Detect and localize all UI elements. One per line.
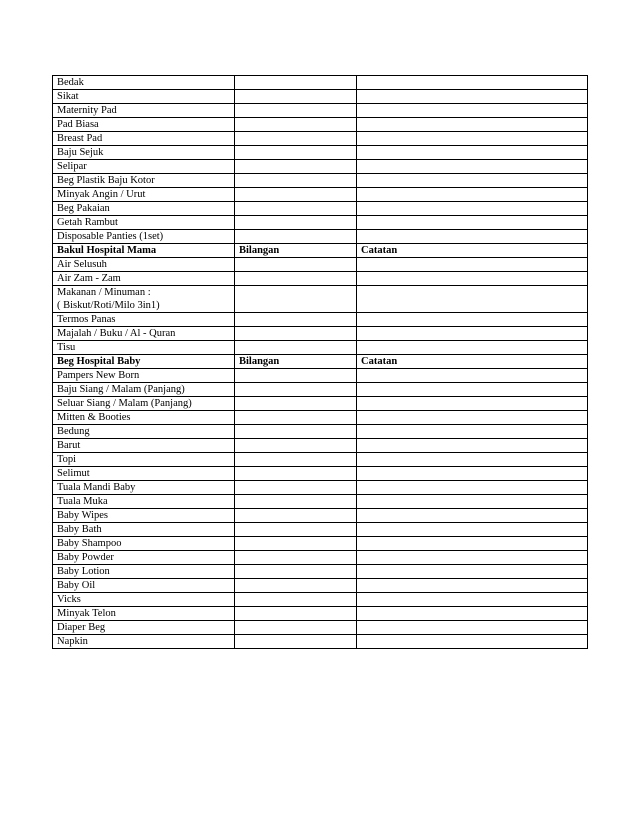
table-row [53, 146, 588, 160]
notes-cell [357, 313, 588, 327]
section-header-row [53, 355, 588, 369]
quantity-cell [235, 467, 357, 481]
item-cell: Pad Biasa [53, 118, 235, 132]
quantity-cell [235, 216, 357, 230]
table-row [53, 565, 588, 579]
item-cell: Tisu [53, 341, 235, 355]
table-row [53, 188, 588, 202]
table-row [53, 202, 588, 216]
table-row [53, 579, 588, 593]
table-row [53, 621, 588, 635]
table-row [53, 523, 588, 537]
quantity-cell [235, 90, 357, 104]
item-cell: Beg Pakaian [53, 202, 235, 216]
table-row [53, 383, 588, 397]
table-row [53, 635, 588, 649]
table-row [53, 411, 588, 425]
notes-cell [357, 202, 588, 216]
quantity-cell [235, 202, 357, 216]
table-row [53, 453, 588, 467]
item-cell: Sikat [53, 90, 235, 104]
item-cell: Termos Panas [53, 313, 235, 327]
notes-cell: Catatan [357, 244, 588, 258]
table-row [53, 509, 588, 523]
notes-cell [357, 188, 588, 202]
item-cell: Tuala Muka [53, 495, 235, 509]
item-cell: Baby Lotion [53, 565, 235, 579]
quantity-cell [235, 341, 357, 355]
quantity-cell [235, 286, 357, 313]
table-row [53, 104, 588, 118]
quantity-cell [235, 439, 357, 453]
notes-cell: Catatan [357, 355, 588, 369]
notes-cell [357, 523, 588, 537]
item-cell: Diaper Beg [53, 621, 235, 635]
quantity-cell: Bilangan [235, 355, 357, 369]
quantity-cell [235, 313, 357, 327]
quantity-cell [235, 369, 357, 383]
quantity-cell [235, 425, 357, 439]
item-cell: Majalah / Buku / Al - Quran [53, 327, 235, 341]
notes-cell [357, 579, 588, 593]
notes-cell [357, 216, 588, 230]
quantity-cell [235, 495, 357, 509]
item-cell: Beg Plastik Baju Kotor [53, 174, 235, 188]
notes-cell [357, 104, 588, 118]
table-row [53, 537, 588, 551]
notes-cell [357, 327, 588, 341]
table-row [53, 286, 588, 313]
notes-cell [357, 272, 588, 286]
table-row [53, 341, 588, 355]
table-row [53, 230, 588, 244]
item-cell: Vicks [53, 593, 235, 607]
notes-cell [357, 551, 588, 565]
item-cell: Breast Pad [53, 132, 235, 146]
notes-cell [357, 383, 588, 397]
item-cell: Beg Hospital Baby [53, 355, 235, 369]
notes-cell [357, 258, 588, 272]
table-row [53, 216, 588, 230]
table-row [53, 174, 588, 188]
quantity-cell [235, 188, 357, 202]
item-cell: Seluar Siang / Malam (Panjang) [53, 397, 235, 411]
item-cell: Makanan / Minuman : ( Biskut/Roti/Milo 3in1) [53, 286, 235, 313]
quantity-cell [235, 411, 357, 425]
item-cell: Selipar [53, 160, 235, 174]
table-row [53, 90, 588, 104]
notes-cell [357, 621, 588, 635]
table-row [53, 258, 588, 272]
table-row [53, 327, 588, 341]
item-cell: Barut [53, 439, 235, 453]
item-cell: Topi [53, 453, 235, 467]
item-cell: Selimut [53, 467, 235, 481]
item-cell: Getah Rambut [53, 216, 235, 230]
notes-cell [357, 481, 588, 495]
quantity-cell [235, 397, 357, 411]
item-cell: Bedung [53, 425, 235, 439]
notes-cell [357, 495, 588, 509]
item-cell: Tuala Mandi Baby [53, 481, 235, 495]
table-row [53, 481, 588, 495]
table-row [53, 272, 588, 286]
table-row [53, 132, 588, 146]
notes-cell [357, 425, 588, 439]
item-cell: Minyak Telon [53, 607, 235, 621]
quantity-cell [235, 537, 357, 551]
quantity-cell: Bilangan [235, 244, 357, 258]
item-cell: Pampers New Born [53, 369, 235, 383]
notes-cell [357, 537, 588, 551]
item-cell: Baby Bath [53, 523, 235, 537]
quantity-cell [235, 523, 357, 537]
quantity-cell [235, 272, 357, 286]
item-cell: Baju Sejuk [53, 146, 235, 160]
quantity-cell [235, 230, 357, 244]
notes-cell [357, 565, 588, 579]
quantity-cell [235, 509, 357, 523]
checklist-table [52, 75, 588, 649]
item-cell: Minyak Angin / Urut [53, 188, 235, 202]
item-cell: Baby Powder [53, 551, 235, 565]
item-cell: Baby Wipes [53, 509, 235, 523]
quantity-cell [235, 132, 357, 146]
quantity-cell [235, 593, 357, 607]
quantity-cell [235, 383, 357, 397]
notes-cell [357, 635, 588, 649]
notes-cell [357, 607, 588, 621]
notes-cell [357, 286, 588, 313]
quantity-cell [235, 481, 357, 495]
quantity-cell [235, 160, 357, 174]
table-row [53, 313, 588, 327]
notes-cell [357, 118, 588, 132]
quantity-cell [235, 635, 357, 649]
table-row [53, 369, 588, 383]
notes-cell [357, 146, 588, 160]
notes-cell [357, 467, 588, 481]
notes-cell [357, 509, 588, 523]
item-cell: Baby Shampoo [53, 537, 235, 551]
notes-cell [357, 160, 588, 174]
item-cell: Baju Siang / Malam (Panjang) [53, 383, 235, 397]
section-header-row [53, 244, 588, 258]
table-row [53, 467, 588, 481]
checklist-body [53, 76, 588, 649]
quantity-cell [235, 551, 357, 565]
table-row [53, 76, 588, 90]
notes-cell [357, 132, 588, 146]
table-row [53, 160, 588, 174]
quantity-cell [235, 258, 357, 272]
quantity-cell [235, 579, 357, 593]
table-row [53, 495, 588, 509]
table-row [53, 607, 588, 621]
notes-cell [357, 397, 588, 411]
table-row [53, 551, 588, 565]
notes-cell [357, 439, 588, 453]
notes-cell [357, 369, 588, 383]
item-cell: Air Zam - Zam [53, 272, 235, 286]
table-row [53, 397, 588, 411]
notes-cell [357, 90, 588, 104]
quantity-cell [235, 621, 357, 635]
table-row [53, 439, 588, 453]
quantity-cell [235, 607, 357, 621]
table-row [53, 593, 588, 607]
item-cell: Disposable Panties (1set) [53, 230, 235, 244]
table-row [53, 425, 588, 439]
notes-cell [357, 453, 588, 467]
item-cell: Baby Oil [53, 579, 235, 593]
quantity-cell [235, 453, 357, 467]
quantity-cell [235, 174, 357, 188]
notes-cell [357, 341, 588, 355]
table-row [53, 118, 588, 132]
notes-cell [357, 411, 588, 425]
item-cell: Bedak [53, 76, 235, 90]
notes-cell [357, 230, 588, 244]
item-cell: Maternity Pad [53, 104, 235, 118]
notes-cell [357, 76, 588, 90]
quantity-cell [235, 104, 357, 118]
item-cell: Bakul Hospital Mama [53, 244, 235, 258]
quantity-cell [235, 76, 357, 90]
quantity-cell [235, 118, 357, 132]
quantity-cell [235, 146, 357, 160]
quantity-cell [235, 565, 357, 579]
item-cell: Mitten & Booties [53, 411, 235, 425]
notes-cell [357, 593, 588, 607]
quantity-cell [235, 327, 357, 341]
item-cell: Napkin [53, 635, 235, 649]
item-cell: Air Selusuh [53, 258, 235, 272]
notes-cell [357, 174, 588, 188]
